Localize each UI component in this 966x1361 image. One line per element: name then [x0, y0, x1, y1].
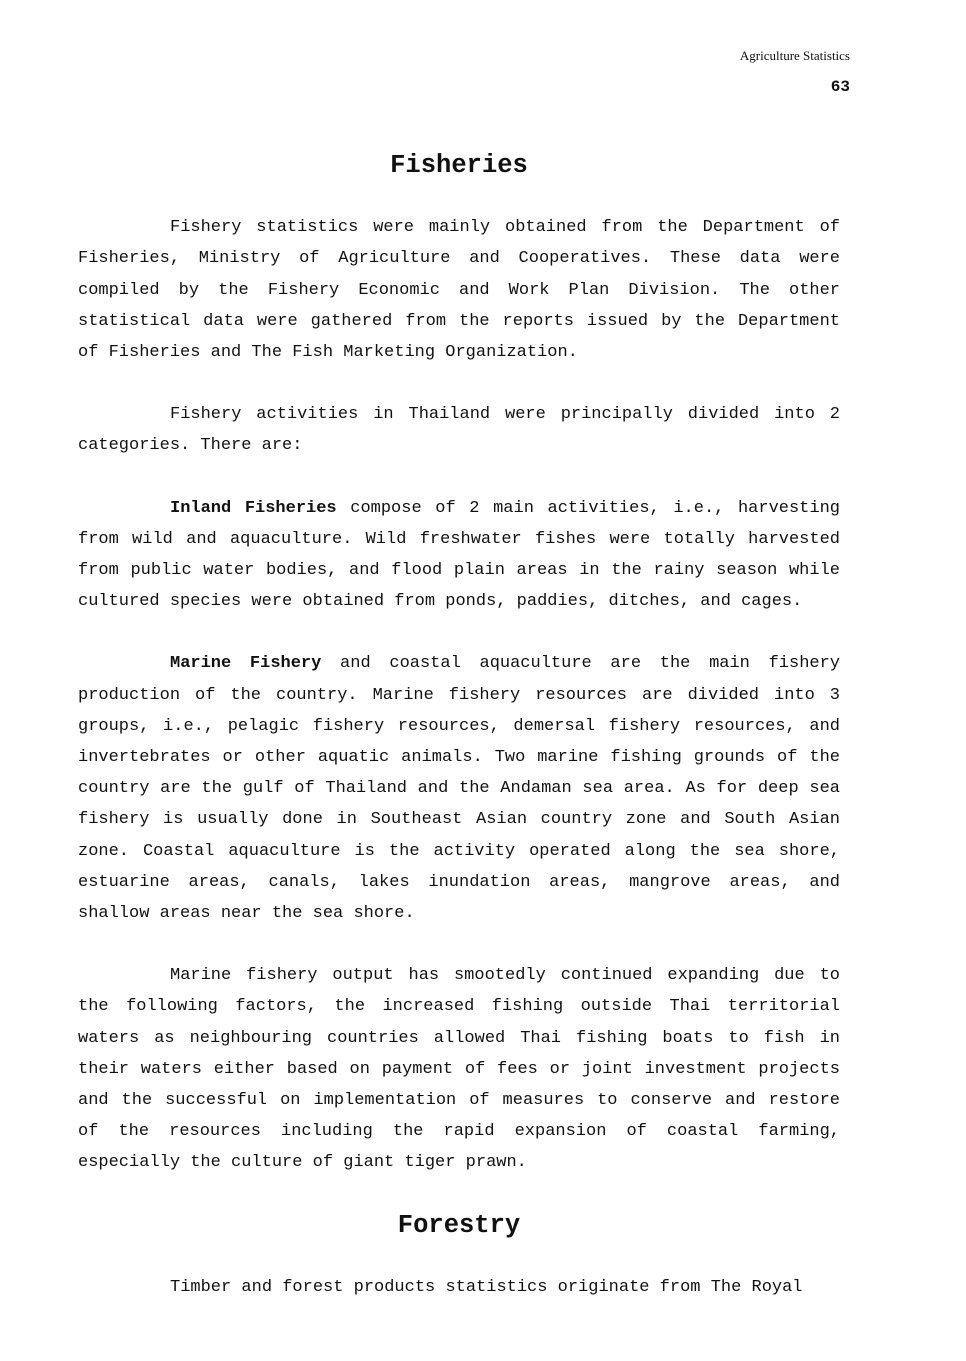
running-title: Agriculture Statistics: [739, 48, 850, 63]
marine-fishery-paragraph: [78, 648, 840, 929]
page-number: 63: [830, 78, 850, 96]
fisheries-paragraph-5: Marine fishery output has smootedly continued expanding due to the following factors, the increased fishing outside Thai territorial waters as neighbouring countries allowed Thai fishing boats to fish in their waters either based on payment of fees or joint investment projects and the successful on implementation of measures to conserve and restore of the resources including the rapid expansion of coastal farming, especially the culture of giant tiger prawn.: [78, 966, 840, 1173]
forestry-paragraph-1: Timber and forest products statistics originate from The Royal: [170, 1277, 803, 1297]
marine-fishery-term: Marine Fishery: [170, 654, 322, 674]
inland-fisheries-text: compose of 2 main activities, i.e., harvesting from wild and aquaculture. Wild freshwater fishes were totally harvested from public water bodies, and flood plain areas in the rainy season while cultured species were obtained from ponds, paddies, ditches, and cages.: [78, 498, 840, 612]
fisheries-paragraph-2: Fishery activities in Thailand were principally divided into 2 categories. There are:: [78, 405, 840, 456]
inland-fisheries-paragraph: [78, 493, 840, 618]
fisheries-paragraph-1: Fishery statistics were mainly obtained from the Department of Fisheries, Ministry of Agriculture and Cooperatives. These data were compiled by the Fishery Economic and Work Plan Division. The other statistical data were gathered from the reports issued by the Department of Fisheries and The Fish Marketing Organization.: [78, 218, 840, 363]
fisheries-heading: Fisheries: [390, 151, 528, 180]
page-body: [78, 150, 840, 1303]
forestry-heading: Forestry: [397, 1210, 521, 1240]
inland-fisheries-term: Inland Fisheries: [170, 498, 337, 518]
marine-fishery-text: and coastal aquaculture are the main fishery production of the country. Marine fishery resources are divided into 3 groups, i.e., pelagic fishery resources, demersal fishery resources, and invertebrates or other aquatic animals. Two marine fishing grounds of the country are the gulf of Thailand and the Andaman sea area. As for deep sea fishery is usually done in Southeast Asian country zone and South Asian zone. Coastal aquaculture is the activity operated along the sea shore, estuarine areas, canals, lakes inundation areas, mangrove areas, and shallow areas near the sea shore.: [78, 654, 841, 924]
